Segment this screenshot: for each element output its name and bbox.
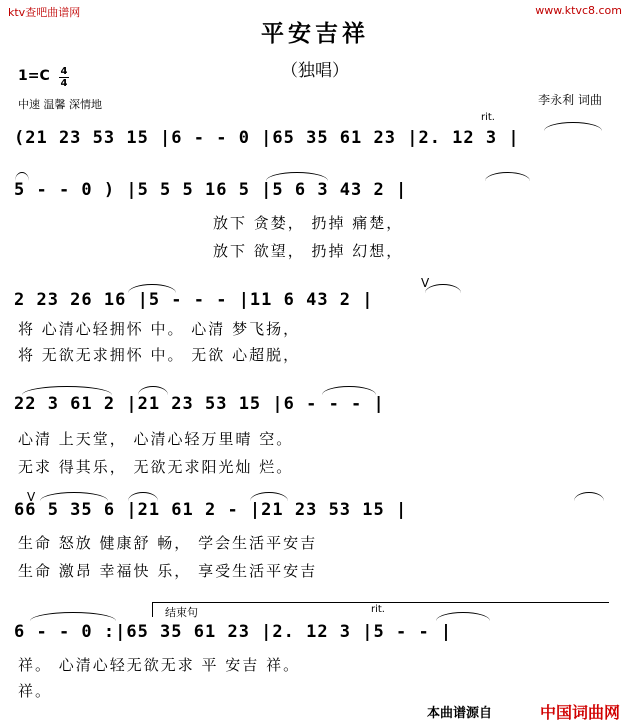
slur-arc	[544, 122, 602, 131]
key-signature: 1=C	[18, 68, 50, 84]
lyric-row-5-verse-2: 生命 激昂 幸福快 乐， 享受生活平安吉	[18, 562, 318, 580]
notation-row-4: 22 3 61 2 |21 23 53 15 |6 - - - |	[14, 394, 385, 414]
tempo-marking: 中速 温馨 深情地	[18, 98, 102, 111]
lyric-row-3-verse-1: 将 心清心轻拥怀 中。 心清 梦飞扬，	[18, 320, 301, 338]
rit-marking-2: rit.	[371, 604, 385, 615]
slur-arc	[266, 172, 328, 181]
composer-credits: 李永利 词曲	[538, 93, 602, 107]
slur-arc	[128, 492, 158, 501]
notation-row-6: 6 - - 0 :|65 35 61 23 |2. 12 3 |5 - - |	[14, 622, 453, 642]
lyric-row-5-verse-1: 生命 怒放 健康舒 畅， 学会生活平安吉	[18, 534, 318, 552]
lyric-row-4-verse-2: 无求 得其乐， 无欲无求阳光灿 烂。	[18, 458, 294, 476]
ending-label: 结束句	[165, 606, 198, 619]
lyric-row-6-verse-2: 祥。	[18, 682, 53, 700]
song-title: 平安吉祥	[261, 21, 369, 47]
lyric-row-3-verse-2: 将 无欲无求拥怀 中。 无欲 心超脱，	[18, 346, 301, 364]
notation-row-2: 5 - - 0 ) |5 5 5 16 5 |5 6 3 43 2 |	[14, 180, 408, 200]
lyric-row-4-verse-1: 心清 上天堂， 心清心轻万里晴 空。	[18, 430, 294, 448]
rit-marking-1: rit.	[481, 112, 495, 123]
notation-row-3: 2 23 26 16 |5 - - - |11 6 43 2 |	[14, 290, 374, 310]
slur-arc	[40, 492, 108, 501]
slur-arc	[425, 284, 461, 293]
slur-arc	[30, 612, 116, 621]
lyric-row-6-verse-1: 祥。 心清心轻无欲无求 平 安吉 祥。	[18, 656, 301, 674]
time-sig-bottom: 4	[60, 78, 68, 89]
notation-row-5: 66 5 35 6 |21 61 2 - |21 23 53 15 |	[14, 500, 408, 520]
song-subtitle: （独唱）	[281, 61, 349, 81]
slur-arc	[138, 386, 168, 395]
breath-mark-1: V	[421, 276, 430, 290]
footer-label: 本曲谱源自	[426, 706, 492, 721]
slur-arc	[250, 492, 288, 501]
slur-arc	[15, 172, 29, 181]
slur-arc	[22, 386, 112, 395]
time-sig-top: 4	[60, 66, 68, 77]
watermark-left: ktv查吧曲谱网	[8, 6, 81, 19]
lyric-row-2-verse-2: 放下 欲望， 扔掉 幻想，	[213, 242, 404, 260]
lyric-row-2-verse-1: 放下 贪婪， 扔掉 痛楚，	[213, 214, 404, 232]
slur-arc	[322, 386, 376, 395]
slur-arc	[485, 172, 530, 181]
watermark-right: www.ktvc8.com	[535, 4, 622, 17]
footer-site: 中国词曲网	[539, 703, 620, 722]
breath-mark-2: V	[27, 490, 36, 504]
notation-row-1: (21 23 53 15 |6 - - 0 |65 35 61 23 |2. 12 3 |	[14, 128, 520, 148]
slur-arc	[128, 284, 176, 293]
time-signature	[59, 66, 69, 89]
slur-arc	[574, 492, 604, 501]
